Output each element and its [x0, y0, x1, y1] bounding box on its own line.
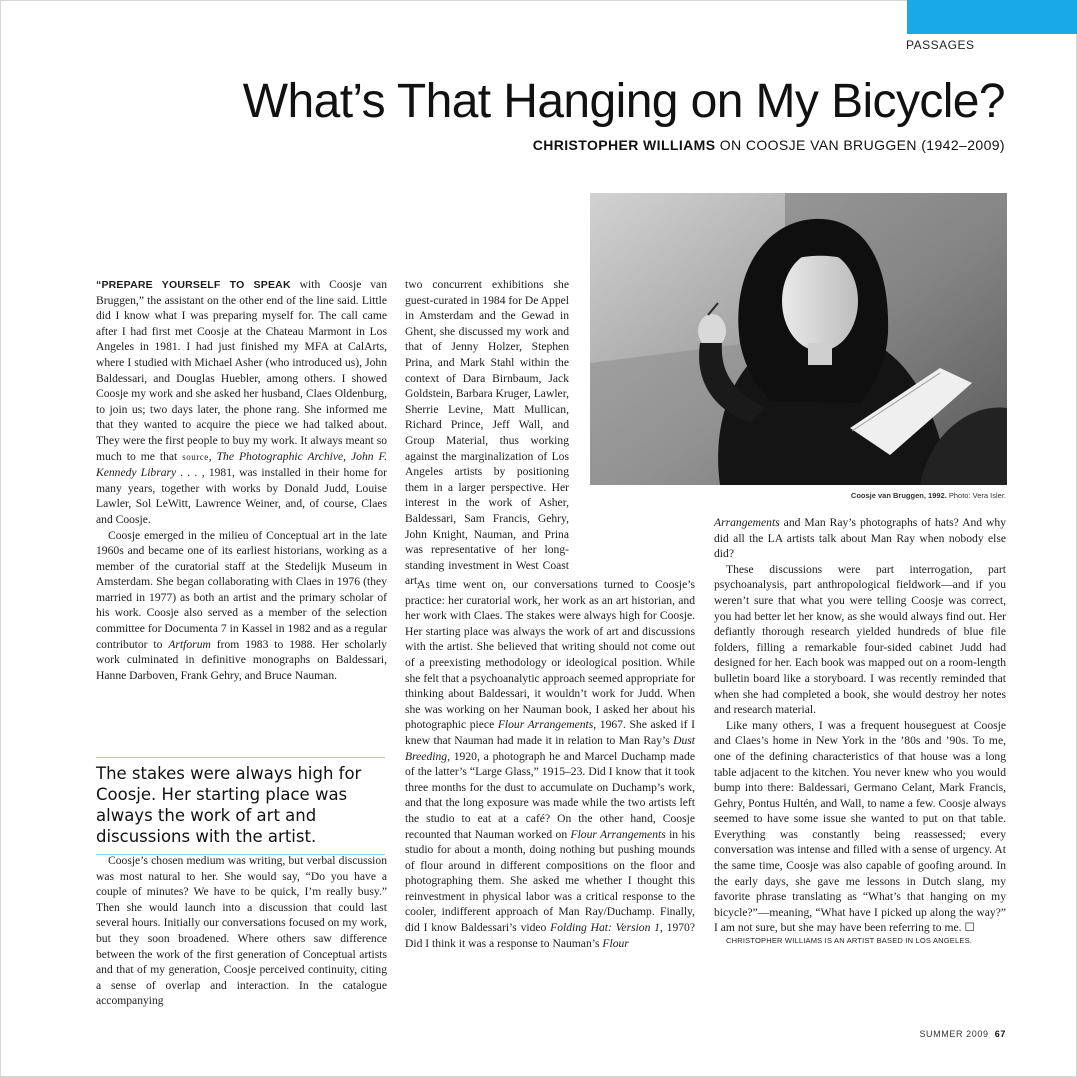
article-column-1-continued	[96, 853, 387, 1009]
photo-caption-credit: Photo: Vera Isler.	[946, 491, 1006, 500]
photo-caption	[851, 491, 1006, 500]
article-paragraph: “PREPARE YOURSELF TO SPEAK with Coosje van Bruggen,” the assistant on the other end of the line said. Little did I know what I was preparing myself for. The call came after I had first met Coosje at the Chateau Marmont in Los Angeles in 1981. I had just finished my MFA at CalArts, where I studied with Michael Asher (who introduced us), John Baldessari, and Douglas Huebler, among others. I showed Coosje my work and she asked her husband, Claes Oldenburg, to join us; two days later, the phone rang. She informed me that they wanted to acquire the piece we had talked about. They were the first people to buy my work. It always meant so much to me that source, The Photographic Archive, John F. Kennedy Library . . . , 1981, was installed in their home for many years, together with works by Donald Judd, Louise Lawler, Sol LeWitt, Lawrence Weiner, and, of course, Claes and Coosje.	[96, 278, 387, 526]
portrait-photo	[590, 193, 1007, 485]
article-paragraph: Coosje emerged in the milieu of Conceptual art in the late 1960s and became one of its earliest historians, working as a member of the curatorial staff at the Stedelijk Museum in Amsterdam. She began collaborating with Claes in 1976 (they married in 1977) as both an artist and the primary scholar of his work. Coosje also served as a member of the selection committee for Documenta 7 in Kassel in 1982 and as a regular contributor to Artforum from 1983 to 1988. Her scholarly work culminated in definitive monographs on Baldessari, Hanne Darboven, Frank Gehry, and Bruce Nauman.	[96, 528, 387, 682]
article-paragraph: Like many others, I was a frequent houseguest at Coosje and Claes’s home in New York in the ’80s and ’90s. To me, one of the defining characteristics of that house was a long table adjacent to the kitchen. You never knew who you would bump into there: Baldessari, Germano Celant, Mark Francis, Gehry, Pontus Hultén, and Wall, to name a few. Coosje always seemed to have some issue she wanted to put on that table. Everything was constantly being reassessed; every conversation was intense and filled with a sense of urgency. At the same time, Coosje was also capable of goofing around. In the early days, she gave me lessons in Dutch slang, my favorite phrase translating as “What’s that hanging on my bicycle?”—meaning, “What have I picked up along the way?” I am not sure, but she may have been referring to me. ☐	[714, 718, 1006, 935]
article-column-2-narrow	[405, 277, 569, 589]
headline: What’s That Hanging on My Bicycle?	[242, 75, 1005, 128]
article-paragraph: These discussions were part interrogation, part psychoanalysis, part anthropological fieldwork—and if you weren’t sure that what you were telling Coosje was correct, you had better let her know, as she would always find out. Her defiantly thorough research yielded hundreds of blue file folders, filling a remarkable four-sided cabinet Judd had designed for her. Each book was mapped out on a room-length bulletin board like a storyboard. I was recently reminded that when she had completed a book, she would destroy her notes and research material.	[714, 562, 1006, 717]
page-number: 67	[994, 1029, 1006, 1039]
article-column-2	[405, 577, 695, 951]
article-paragraph: Coosje’s chosen medium was writing, but verbal discussion was most natural to her. She would say, “Do you have a couple of minutes? We have to be quick, I’m really busy.” Then she would launch into a discussion that could last several hours. Initially our conversations focused on my work, but they soon broadened. Where others saw difference between the work of the first generation of Conceptual artists and that of my generation, Coosje perceived continuity, citing a sense of overlap and interaction. In the catalogue accompanying	[96, 854, 387, 1008]
byline-author: CHRISTOPHER WILLIAMS	[532, 137, 716, 153]
article-paragraph: Arrangements and Man Ray’s photographs of hats? And why did all the LA artists talk about Man Ray when nobody else did?	[714, 516, 1006, 561]
byline-subject: ON COOSJE VAN BRUGGEN (1942–2009)	[715, 137, 1005, 153]
article-paragraph: two concurrent exhibitions she guest-curated in 1984 for De Appel in Amsterdam and the Gewad in Ghent, she discussed my work and that of Jenny Holzer, Stephen Prina, and Mark Stahl within the context of Dara Birnbaum, Jack Goldstein, Barbara Kruger, Lawler, Sherrie Levine, Matt Mullican, Richard Prince, Jeff Wall, and Group Material, thus working against the marginalization of Los Angeles artists by positioning them in a larger perspective. Her interest in the work of Asher, Baldessari, Sam Francis, Gehry, John Knight, Nauman, and Prina was representative of her long-standing investment in West Coast art.	[405, 278, 569, 588]
page-folio	[919, 1029, 1006, 1039]
byline	[533, 137, 1005, 153]
issue-date: SUMMER 2009	[919, 1029, 989, 1039]
section-label: PASSAGES	[906, 38, 975, 52]
article-column-3	[714, 515, 1006, 945]
section-accent-bar	[907, 0, 1077, 34]
author-bio: CHRISTOPHER WILLIAMS IS AN ARTIST BASED IN LOS ANGELES.	[726, 936, 973, 946]
article-paragraph: As time went on, our conversations turned to Coosje’s practice: her curatorial work, her work as an art historian, and her work with Claes. The stakes were always high for Coosje. Her starting place was always the work of art and discussions with the artist. She believed that writing should not come out of a preexisting methodology or ideological position. While she felt that a psychoanalytic approach seemed appropriate for thinking about Baldessari, it wouldn’t work for Judd. When she was working on her Nauman book, I asked her about his photographic piece Flour Arrangements, 1967. She asked if I knew that Nauman had made it in relation to Man Ray’s Dust Breeding, 1920, a photograph he and Marcel Duchamp made of the latter’s “Large Glass,” 1915–23. Did I know that it took three months for the dust to accumulate on Duchamp’s work, and that the long exposure was made while the two artists left the studio to eat at a café? On the other hand, Coosje recounted that Nauman worked on Flour Arrangements in his studio for about a month, doing nothing but pushing mounds of flour around in different compositions on the floor and photographing them. She asked me whether I thought this reinvestment in physical labor was a critical response to the cooler, indifferent approach of Man Ray/Duchamp. Finally, did I know Baldessari’s video Folding Hat: Version 1, 1970? Did I think it was a response to Nauman’s Flour	[405, 578, 695, 950]
photo-caption-subject: Coosje van Bruggen, 1992.	[850, 491, 947, 500]
pull-quote: The stakes were always high for Coosje. Her starting place was always the work of art and discussions with the artist.	[96, 757, 385, 855]
article-column-1	[96, 277, 387, 683]
lead-in: “PREPARE YOURSELF TO SPEAK	[96, 279, 291, 291]
portrait-photo-illustration	[590, 193, 1007, 485]
